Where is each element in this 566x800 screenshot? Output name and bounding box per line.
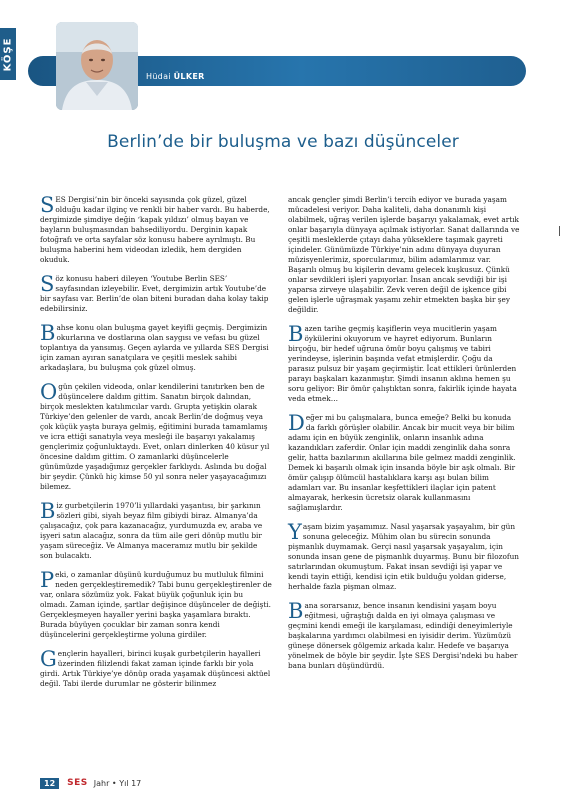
paragraph bbox=[40, 570, 272, 640]
paragraph-text: eki, o zamanlar düşünü kurduğumuz bu mutluluk filmini neden gerçekleştiremedik? Tabi bunu gerçekleştirenler de var, onlara sözümüz yok. Fakat büyük çoğunluk için bu olmadı. Zaman içinde, şartlar değişince düşünceler de değişti. Gerçekleşmeyen hayaller yerini başka yaşamlara bıraktı. Burada büyüyen çocuklar bir zaman sonra kendi düşüncelerini gerçekleştirme yoluna girdiler. bbox=[40, 570, 272, 639]
paragraph bbox=[288, 195, 520, 315]
paragraph bbox=[288, 522, 520, 592]
section-label: KÖŞE bbox=[2, 37, 14, 71]
paragraph bbox=[40, 274, 272, 314]
paragraph bbox=[288, 413, 520, 513]
dropcap: O bbox=[40, 380, 58, 404]
magazine-logo: SES bbox=[67, 778, 88, 788]
dropcap: G bbox=[40, 647, 57, 671]
author-first-name: Hüdai bbox=[146, 72, 171, 81]
dropcap: B bbox=[288, 599, 304, 623]
author-photo bbox=[56, 22, 138, 110]
paragraph bbox=[40, 649, 272, 689]
margin-mark bbox=[559, 226, 560, 236]
dropcap: P bbox=[40, 568, 55, 592]
author-photo-illustration bbox=[56, 22, 138, 110]
author-last-name: ÜLKER bbox=[173, 72, 205, 81]
section-tab bbox=[0, 28, 16, 80]
dropcap: B bbox=[40, 321, 56, 345]
dropcap: S bbox=[40, 193, 55, 217]
paragraph bbox=[40, 323, 272, 373]
paragraph-text: öz konusu haberi dileyen ‘Youtube Berlin SES’ sayfasından izleyebilir. Evet, dergimizin artık Youtube’de bir sayfası var. Berlin’de olan biteni buradan daha kolay takip edebilirsiniz. bbox=[40, 274, 269, 313]
issue-label: Jahr • Yıl 17 bbox=[93, 778, 142, 788]
dropcap: B bbox=[40, 499, 56, 523]
paragraph-text: ençlerin hayalleri, birinci kuşak gurbetçilerin hayalleri üzerinden filizlendi fakat zaman içinde farklı bir yola girdi. Artık Türkiye’ye dönüp orada yaşamak düşüncesi aktüel değil. Tabi ilerde durumlar ne gösterir bilinmez bbox=[40, 649, 271, 688]
right-column bbox=[288, 195, 520, 680]
paragraph bbox=[288, 601, 520, 671]
paragraph-text: ancak gençler şimdi Berlin’i tercih ediyor ve burada yaşam mücadelesi veriyor. Daha kaliteli, daha donanımlı kişi olabilmek, uğraş verilen işlerde başarıyı yakalamak, evet artık onlar başarıyla dünyaya açılmak istiyorlar. Sanat dallarında ve çeşitli mesleklerde çıtayı daha yükseklere taşımak gayreti içindeler. Günümüzde Türkiye’nin adını dünyaya duyuran müzisyenlerimiz, sporcularımız, bilim adamlarımız var. Başarılı olmuş bu kişilerin devamı gelecek kuşkusuz. Çünkü onlar sevdikleri işleri yapıyorlar. İnsan ancak sevdiği bir işi yaparsa zirveye ulaşabilir. Zevk veren değil de işkence gibi gelen işlerle uğraşmak yaşamı zehir etmekten başka bir şey değildir. bbox=[288, 195, 520, 314]
article-title: Berlin’de bir buluşma ve bazı düşünceler bbox=[107, 132, 459, 152]
author-name bbox=[146, 72, 205, 81]
dropcap: S bbox=[40, 272, 55, 296]
paragraph-text: ana sorarsanız, bence insanın kendisini yaşam boyu eğitmesi, uğraştığı dalda en iyi olmaya çalışması ve geçmini kendi emeği ile karşılaması, edindiği deneyimleriyle başkalarına yardımcı olabilmesi en iyisidir derim. Yüzümüzü güneşe dönersek gölgemiz arkada kalır. Hedefe ve başarıya yönelmek de böyle bir şeydir. İşte SES Dergisi’ndeki bu haber bana bunları düşündürdü. bbox=[288, 601, 518, 670]
paragraph bbox=[40, 195, 272, 265]
paragraph bbox=[40, 382, 272, 492]
dropcap: D bbox=[288, 411, 305, 435]
paragraph bbox=[288, 324, 520, 404]
dropcap: Y bbox=[288, 520, 302, 544]
paragraph-text: ES Dergisi’nin bir önceki sayısında çok güzel, güzel olduğu kadar ilginç ve renkli bir haber vardı. Bu haberde, dergimizde şimdiye değin ‘kapak yıldızı’ olmuş bayan ve bayların buluşmasından bahsediliyordu. Derginin kapak fotoğrafı ve orta sayfalar söz konusu habere ayrılmıştı. Bu buluşma haberini hem videodan izledik, hem dergiden okuduk. bbox=[40, 195, 270, 264]
paragraph-text: iz gurbetçilerin 1970’li yıllardaki yaşantısı, bir şarkının sözleri gibi, siyah beyaz film gibiydi biraz. Almanya’da çalışacağız, çok para kazanacağız, yurdumuzda ev, araba ve işyeri satın alacağız, sonra da tüm aile geri dönüp mutlu bir yaşam süreceğiz. Ve Almanya maceramız mutlu bir şekilde son bulacaktı. bbox=[40, 501, 263, 560]
paragraph-text: azen tarihe geçmiş kaşiflerin veya mucitlerin yaşam öykülerini okuyorum ve hayret ediyorum. Bunların birçoğu, bir hedef uğruna ömür boyu çalışmış ve tabiri yerindeyse, işlerinin başında vefat etmişlerdir. Çoğu da parasız pulsuz bir yaşam geçirmiştir. İcat ettikleri ürünlerden parayı başkaları kazanmıştır. Şimdi insanın aklına hemen şu soru geliyor: Bir ömür çalıştıktan sonra, fakirlik içinde hayata veda etmek… bbox=[288, 324, 517, 403]
paragraph-text: gün çekilen videoda, onlar kendilerini tanıtırken ben de düşüncelere daldım gittim. Sanatın birçok dalından, birçok meslekten katılımcılar vardı. Grupta yetişkin olarak Türkiye’den gelenler de vardı, ancak Berlin’de doğmuş veya çok küçük yaşta buraya gelmiş, eğitimini burada tamamlamış ve icra ettiği sanatıyla veya mesleği ile başarıyı yakalamış gençlerimiz çoğunluktaydı. Evet, onları dinlerken 40 küsur yıl öncesine daldım gittim. O zamanlarki düşüncelerle günümüzde yaşadığımız gerçekler farklıydı. Aslında bu doğal bir şeydir. Çünkü hiç kimse 50 yıl sonra neler yaşayacağımızı bilemez. bbox=[40, 382, 270, 491]
page-number: 12 bbox=[40, 778, 59, 789]
paragraph bbox=[40, 501, 272, 561]
left-column bbox=[40, 195, 272, 698]
paragraph-text: eğer mi bu çalışmalara, bunca emeğe? Belki bu konuda da farklı görüşler olabilir. Ancak bir mucit veya bir bilim adamı için en büyük zenginlik, onların insanlık adına kazandıkları zaferdir. Onlar için maddi zenginlik daha sonra gelir, hatta bazılarının akıllarına bile gelmez maddi zenginlik. Demek ki başarılı olmak için insanda böyle bir aşk olmalı. Bir ömür çalışıp ölümcül hastalıklara karşı aşı bulan bilim adamları var. Bu insanlar keşfettikleri ilaçlar için patent almayarak, herkesin ücretsiz olarak kullanmasını sağlamışlardır. bbox=[288, 413, 516, 512]
page-footer bbox=[40, 776, 141, 790]
dropcap: B bbox=[288, 322, 304, 346]
paragraph-text: aşam bizim yaşamımız. Nasıl yaşarsak yaşayalım, bir gün sonuna geleceğiz. Mühim olan bu sürecin sonunda pişmanlık duymamak. Gerçi nasıl yaşarsak yaşayalım, için sonunda insan gene de pişmanlık duyarmış. Bunu bir filozofun satırlarından okumuştum. Fakat insan sevdiği işi yapar ve kendi tayin ettiği, kendisi için etik bulduğu yoldan giderse, herhalde fazla pişman olmaz. bbox=[288, 522, 519, 591]
paragraph-text: ahse konu olan buluşma gayet keyifli geçmiş. Dergimizin okurlarına ve dostlarına olan saygısı ve vefası bu güzel toplantıya da yansımış. Geçen aylarda ve yıllarda SES Dergisi için zaman ayıran sanatçılara ve çeşitli meslek sahibi arkadaşlara, bu buluşma çok güzel olmuş. bbox=[40, 323, 269, 372]
